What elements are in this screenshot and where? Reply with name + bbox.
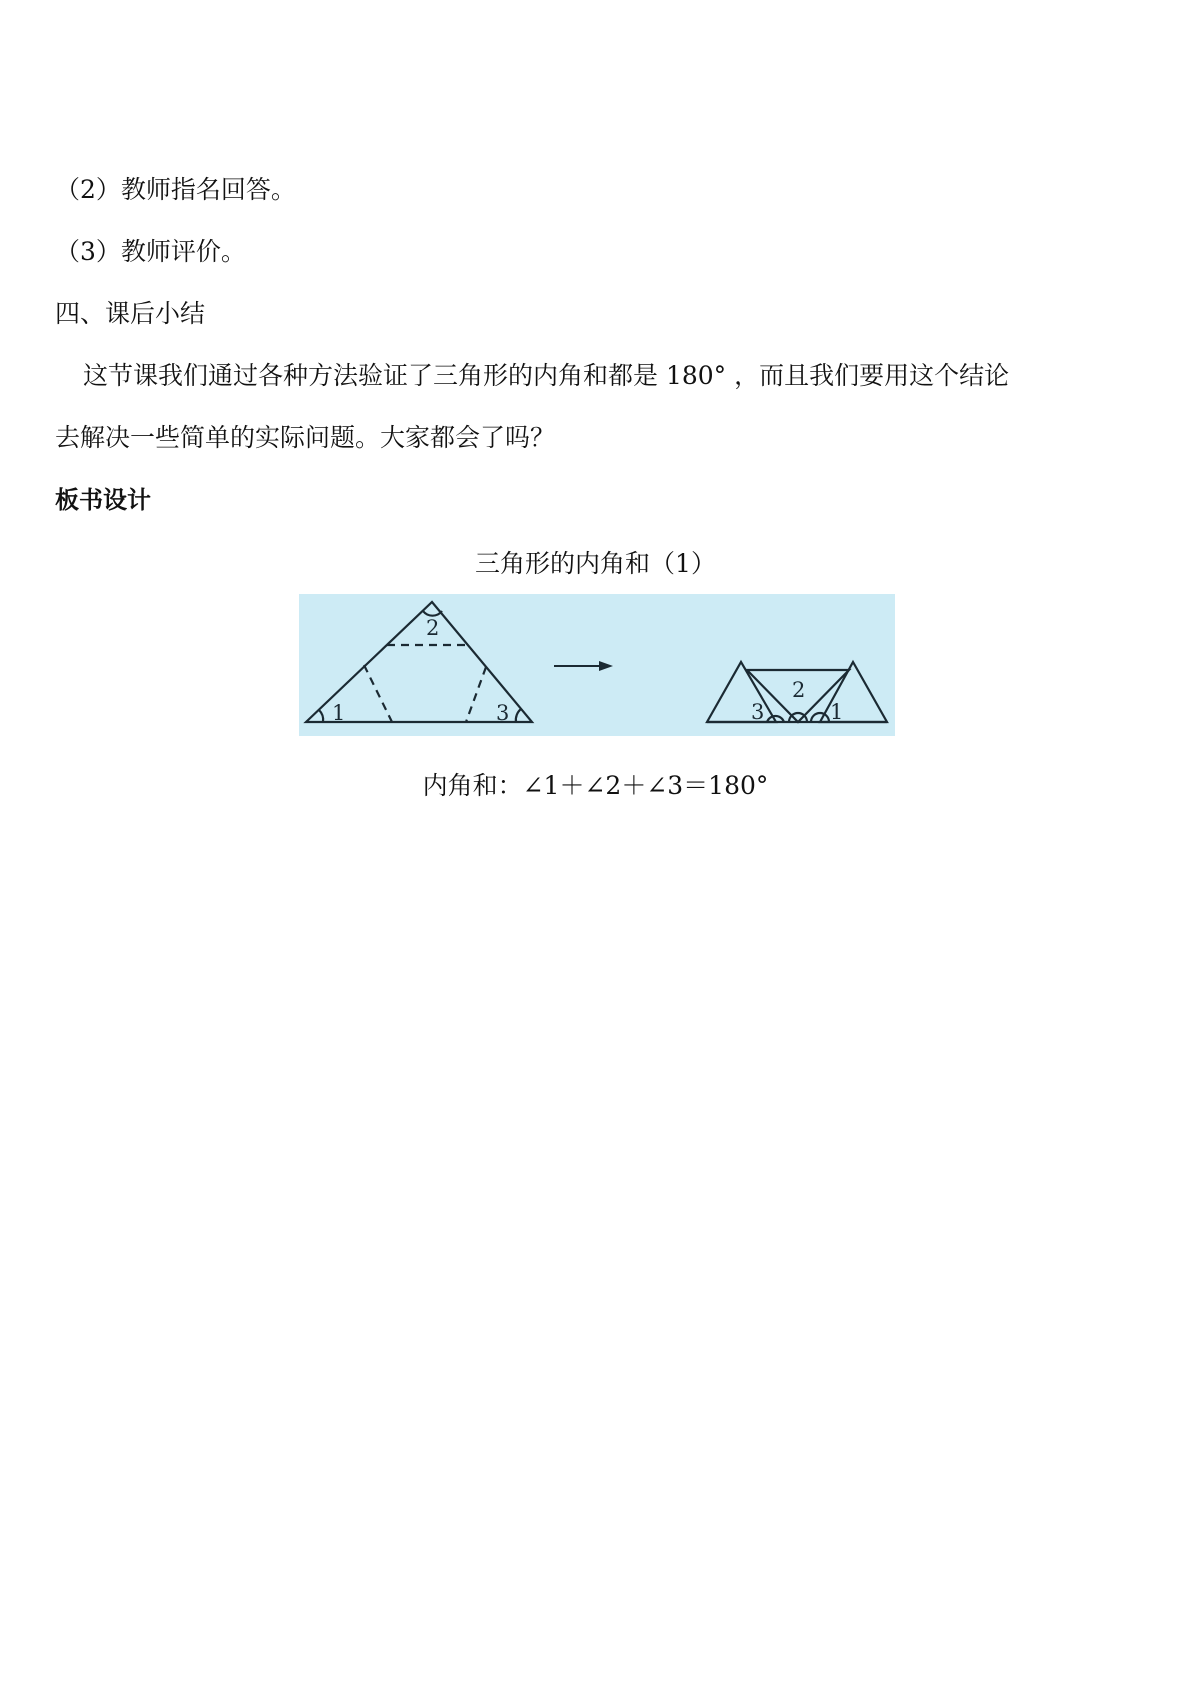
step-3-text: （3）教师评价。 [55,237,246,266]
triangle-angle-sum-diagram [299,594,895,736]
summary-paragraph-line-2: 去解决一些简单的实际问题。大家都会了吗？ [55,423,556,452]
board-title: 三角形的内角和（1） [475,549,716,578]
angle-sum-formula: 内角和：∠1＋∠2＋∠3＝180° [422,771,769,800]
right-angle-3-label: 3 [751,700,765,724]
summary-paragraph-line-1: 这节课我们通过各种方法验证了三角形的内角和都是 180° ，而且我们要用这个结论 [83,361,1010,390]
section-heading-summary: 四、课后小结 [55,299,206,328]
step-2-text: （2）教师指名回答。 [55,175,296,204]
left-angle-2-label: 2 [426,616,440,640]
left-angle-3-label: 3 [496,701,510,725]
right-angle-1-label: 1 [830,700,844,724]
board-design-heading: 板书设计 [55,486,151,514]
left-angle-1-label: 1 [332,701,346,725]
right-angle-2-label: 2 [792,678,806,702]
